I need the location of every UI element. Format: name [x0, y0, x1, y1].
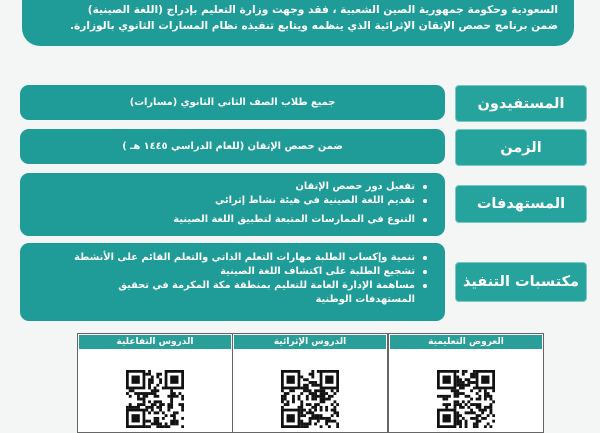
- qr-code-icon[interactable]: [281, 370, 339, 428]
- box-beneficiaries: [20, 85, 445, 120]
- outcome-item: تشجيع الطلبة على اكتشاف اللغة الصينية: [20, 265, 415, 279]
- label-time: الزمن: [455, 129, 587, 166]
- qr-card-enrichment: [232, 333, 388, 433]
- target-item: تفعيل دور حصص الإتقان: [20, 180, 415, 194]
- qr-code-icon[interactable]: [126, 370, 184, 428]
- target-item: التنوع في الممارسات المتبعة لتطبيق اللغة الصينية: [20, 213, 415, 227]
- label-targets: المستهدفات: [455, 185, 587, 223]
- label-outcomes: مكتسبات التنفيذ: [455, 262, 587, 302]
- qr-card-presentations: [388, 333, 544, 433]
- outcome-item: تنمية وإكساب الطلبة مهارات التعلم الذاتي والتعلم القائم على الأنشطة: [20, 251, 415, 265]
- beneficiaries-text: جميع طلاب الصف الثاني الثانوي (مسارات): [129, 97, 336, 108]
- intro-line: السعودية وحكومة جمهورية الصين الشعبية ، فقد وجهت وزارة التعليم بإدراج (اللغة الصينية): [87, 4, 558, 16]
- qr-card-title: الدروس التفاعلية: [79, 335, 231, 349]
- qr-card-title: الدروس الإثرائية: [234, 335, 386, 349]
- intro-banner: [22, 0, 574, 46]
- box-targets: [20, 173, 445, 236]
- qr-card-interactive: [77, 333, 233, 433]
- intro-line: ضمن برنامج حصص الإتقان الإثرائية الذي ينظمه ويتابع تنفيذه نظام المسارات الثانوي بالوزارة.: [69, 20, 558, 32]
- box-outcomes: [20, 243, 445, 321]
- outcome-item-continuation: المستهدفات الوطنية: [315, 294, 415, 305]
- label-beneficiaries: المستفيدون: [455, 85, 587, 122]
- time-text: ضمن حصص الإتقان (للعام الدراسي ١٤٤٥ هـ ): [122, 141, 343, 152]
- box-time: [20, 129, 445, 164]
- outcome-item: مساهمة الإدارة العامة للتعليم بمنطقة مكة المكرمة في تحقيق: [20, 279, 415, 293]
- qr-card-title: العروض التعليمية: [390, 335, 542, 349]
- target-item: تقديم اللغة الصينية في هيئة نشاط إثرائي: [20, 194, 415, 208]
- qr-code-icon[interactable]: [437, 370, 495, 428]
